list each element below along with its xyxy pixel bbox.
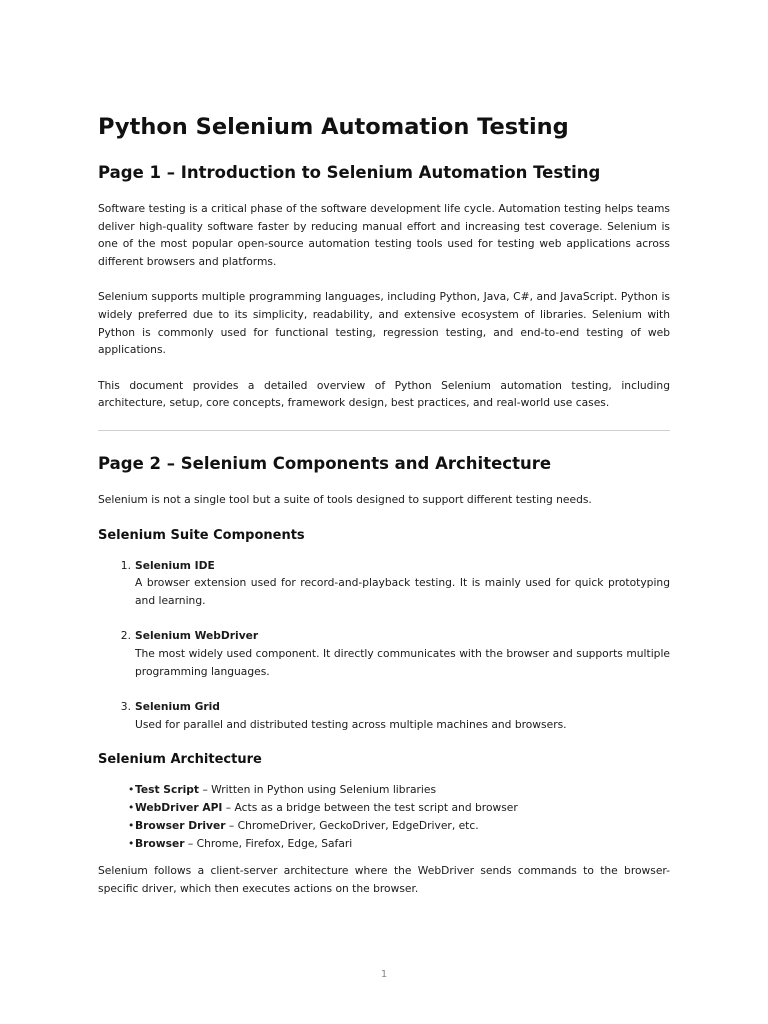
- document-title: Python Selenium Automation Testing: [98, 114, 569, 140]
- list-item: [98, 781, 670, 799]
- architecture-term: WebDriver API: [135, 801, 223, 815]
- list-number: 1.: [120, 558, 131, 572]
- components-list: [98, 557, 670, 734]
- page2-heading: Page 2 – Selenium Components and Architecture: [98, 453, 552, 473]
- page1-heading: Page 1 – Introduction to Selenium Automation Testing: [98, 163, 601, 182]
- page1-paragraph-3: This document provides a detailed overview of Python Selenium automation testing, including architecture, setup, core concepts, framework design, best practices, and real-world use cases.: [98, 378, 670, 410]
- list-item: [98, 835, 670, 853]
- page-number: 1: [380, 969, 388, 980]
- list-item: [98, 627, 670, 680]
- bullet-icon: •: [128, 783, 135, 797]
- architecture-description: – Chrome, Firefox, Edge, Safari: [184, 836, 353, 850]
- component-name: Selenium WebDriver: [135, 629, 259, 643]
- page1-paragraph-1: Software testing is a critical phase of the software development life cycle. Automation testing helps teams deliver high-quality software faster by reducing manual effort and increasing test coverage. Selenium is one of the most popular open-source automation testing tools used for testing web applications across different browsers and platforms.: [98, 202, 670, 268]
- component-description: Used for parallel and distributed testing across multiple machines and browsers.: [135, 717, 567, 731]
- bullet-icon: •: [128, 818, 135, 832]
- architecture-term: Browser: [135, 836, 185, 850]
- bullet-icon: •: [128, 836, 135, 850]
- components-heading: Selenium Suite Components: [98, 527, 305, 543]
- list-item: [98, 698, 670, 733]
- page2-intro: Selenium is not a single tool but a suite of tools designed to support different testing needs.: [98, 492, 592, 506]
- architecture-description: – Written in Python using Selenium libraries: [199, 783, 437, 797]
- component-name: Selenium Grid: [135, 700, 220, 714]
- architecture-term: Test Script: [135, 783, 200, 797]
- list-item: [98, 557, 670, 610]
- component-description: A browser extension used for record-and-playback testing. It is mainly used for quick prototyping and learning.: [135, 576, 670, 607]
- bullet-icon: •: [128, 801, 135, 815]
- list-number: 2.: [120, 629, 131, 643]
- architecture-term: Browser Driver: [135, 818, 226, 832]
- list-number: 3.: [120, 700, 131, 714]
- component-name: Selenium IDE: [135, 558, 215, 572]
- architecture-description: – Acts as a bridge between the test script and browser: [222, 801, 518, 815]
- list-item: [98, 817, 670, 835]
- architecture-list: [98, 781, 670, 852]
- section-divider: [98, 430, 670, 431]
- component-description: The most widely used component. It directly communicates with the browser and supports multiple programming languages.: [135, 646, 670, 678]
- architecture-description: – ChromeDriver, GeckoDriver, EdgeDriver, etc.: [225, 818, 479, 832]
- architecture-heading: Selenium Architecture: [98, 752, 262, 768]
- architecture-summary: Selenium follows a client-server architecture where the WebDriver sends commands to the browser-specific driver, which then executes actions on the browser.: [98, 864, 670, 896]
- page1-paragraph-2: Selenium supports multiple programming languages, including Python, Java, C#, and JavaScript. Python is widely preferred due to its simplicity, readability, and extensive ecosystem of libraries. Selenium with Python is commonly used for functional testing, regression testing, and end-to-end testing of web applications.: [98, 290, 670, 357]
- list-item: [98, 799, 670, 817]
